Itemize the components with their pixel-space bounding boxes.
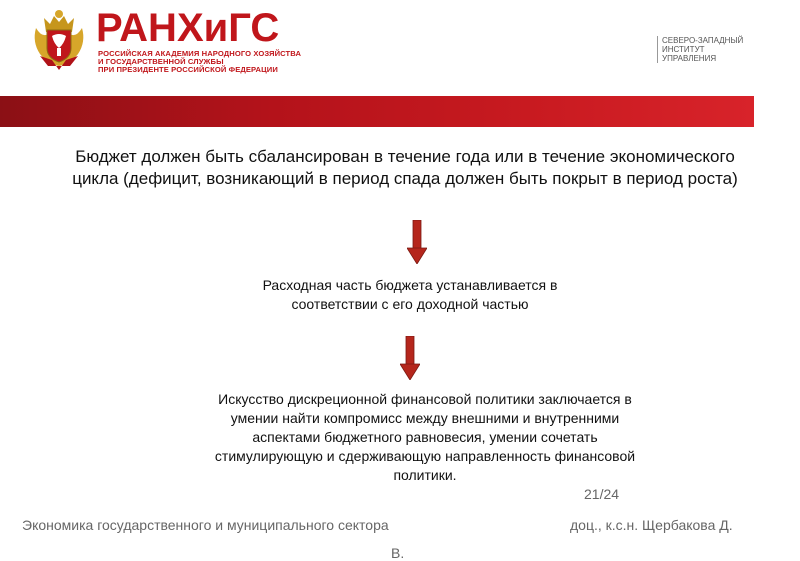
logo-title: РАНХиГС xyxy=(96,6,280,50)
logo-subtitle-line-1: РОССИЙСКАЯ АКАДЕМИЯ НАРОДНОГО ХОЗЯЙСТВА xyxy=(98,49,302,58)
main-statement: Бюджет должен быть сбалансирован в течение года или в течение экономического цикла (дефицит, возникающий в период спада должен быть покрыт в период роста) xyxy=(72,147,738,188)
course-title: Экономика государственного и муниципального сектора xyxy=(22,517,389,533)
bottom-statement: Искусство дискреционной финансовой политики заключается в умении найти компромисс между внешними и внутренними аспектами бюджетного равновесия, умении сочетать стимулирующую и сдерживающую направленность финансовой политики. xyxy=(214,391,636,483)
institute-line-1: СЕВЕРО-ЗАПАДНЫЙ xyxy=(662,36,744,45)
arrow-down-icon xyxy=(407,220,427,264)
institute-line-2: ИНСТИТУТ xyxy=(662,45,705,54)
author: доц., к.с.н. Щербакова Д. xyxy=(570,517,733,533)
logo-subtitle-line-3: ПРИ ПРЕЗИДЕНТЕ РОССИЙСКОЙ ФЕДЕРАЦИИ xyxy=(98,65,278,74)
header-divider-band xyxy=(0,96,754,127)
page-number: 21/24 xyxy=(584,486,620,502)
author-continued: В. xyxy=(391,545,405,561)
middle-statement: Расходная часть бюджета устанавливается в соответствии с его доходной частью xyxy=(262,277,558,312)
logo-subtitle-line-2: И ГОСУДАРСТВЕННОЙ СЛУЖБЫ xyxy=(98,57,224,66)
coat-of-arms-icon xyxy=(30,8,88,72)
institute-line-3: УПРАВЛЕНИЯ xyxy=(662,54,717,63)
arrow-down-icon xyxy=(400,336,420,380)
institute-label xyxy=(657,36,743,63)
